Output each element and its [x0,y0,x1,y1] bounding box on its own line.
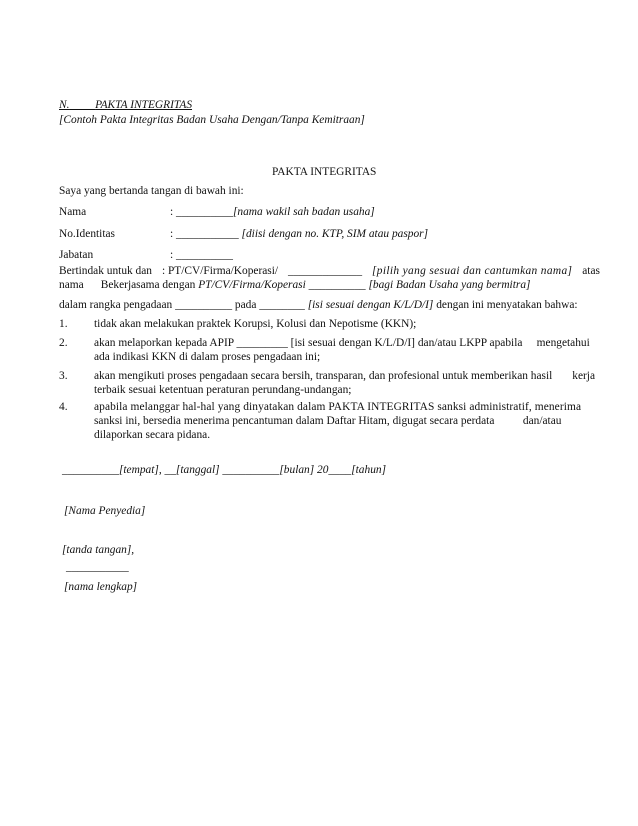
field-nama [59,205,86,219]
list-item: akan melaporkan kepada APIP _________ [isi sesuai dengan K/L/D/I] dan/atau LKPP apabila mengetahui ada indikasi KKN di dalam proses pengadaan ini; [94,337,590,363]
field-label: No.Identitas [59,228,115,240]
list-item: tidak akan melakukan praktek Korupsi, Kolusi dan Nepotisme (KKN); [94,318,417,330]
list-item: akan mengikuti proses pengadaan secara bersih, transparan, dan profesional untuk memberikan hasil kerja terbaik sesuai ketentuan peraturan perundang-undangan; [94,370,596,396]
field-label: Jabatan [59,249,94,261]
signature-label: [tanda tangan], [62,544,135,556]
signature-line: ___________ [66,561,129,573]
section-title: PAKTA INTEGRITAS [95,99,193,111]
field-label: Nama [59,206,87,218]
field-identitas [59,227,115,241]
place-date-line: __________[tempat], __[tanggal] __________[bulan] 20____[tahun] [62,464,387,476]
section-letter: N. [59,99,70,111]
context-line: dalam rangka pengadaan __________ pada ________ [isi sesuai dengan K/L/D/I] dengan ini menyatakan bahwa: [59,299,578,311]
field-identitas-value: : ___________ [diisi dengan no. KTP, SIM atau paspor] [170,228,429,240]
item-number: 3. [59,370,68,382]
acting-line-1: Bertindak untuk dan : PT/CV/Firma/Koperasi/ _____________ [pilih yang sesuai dan cantumkan nama] atas [59,265,600,277]
field-jabatan [59,248,93,262]
section-heading [59,98,192,112]
item-number: 2. [59,337,68,349]
item-number: 4. [59,401,68,413]
acting-line-2: nama Bekerjasama dengan PT/CV/Firma/Koperasi __________ [bagi Badan Usaha yang bermitra] [59,279,531,291]
full-name-label: [nama lengkap] [64,581,138,593]
list-item: apabila melanggar hal-hal yang dinyatakan dalam PAKTA INTEGRITAS sanksi administratif, menerima sanksi ini, bersedia menerima pencantuman dalam Daftar Hitam, digugat secara perdata dan/atau dilaporkan secara pidana. [94,401,582,441]
intro-text: Saya yang bertanda tangan di bawah ini: [59,185,244,197]
field-nama-value: : __________[nama wakil sah badan usaha] [170,206,375,218]
field-jabatan-value: : __________ [170,249,233,261]
document-title: PAKTA INTEGRITAS [272,166,377,178]
section-subtitle: [Contoh Pakta Integritas Badan Usaha Dengan/Tanpa Kemitraan] [59,114,365,126]
item-number: 1. [59,318,68,330]
provider-name: [Nama Penyedia] [64,505,146,517]
